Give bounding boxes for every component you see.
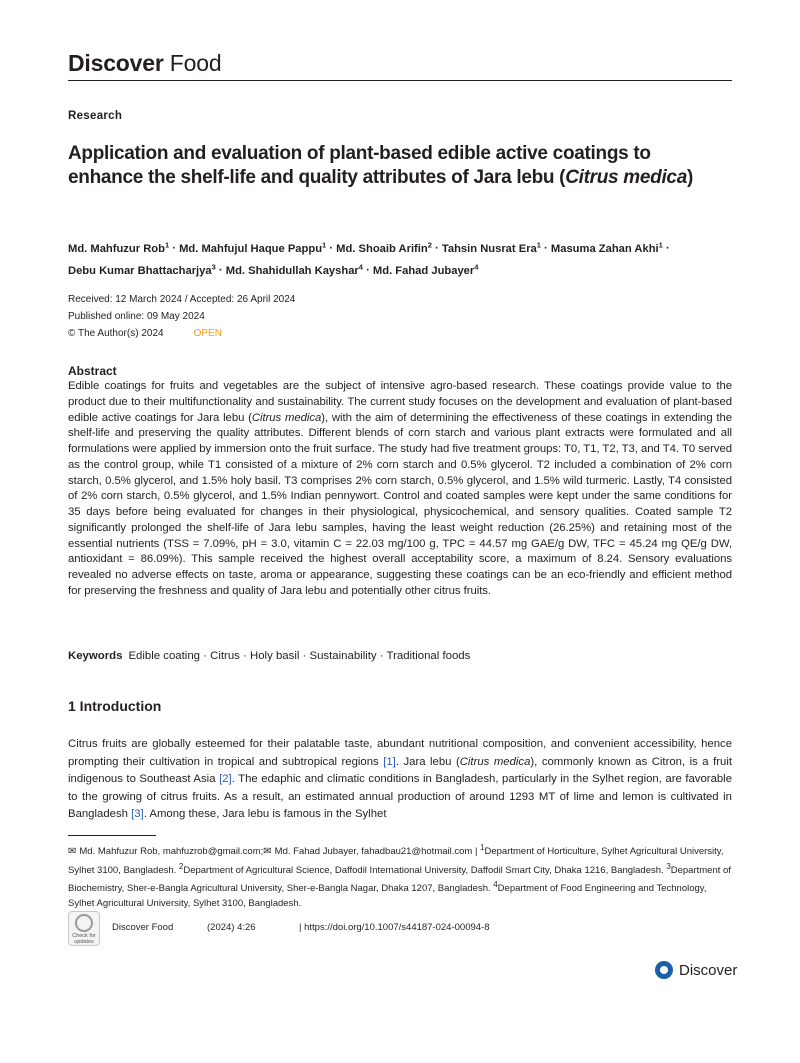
footer-journal: Discover Food xyxy=(112,922,174,933)
keywords-label: Keywords xyxy=(68,650,123,662)
citation-link[interactable]: [2] xyxy=(219,773,232,785)
author[interactable]: Md. Mahfujul Haque Pappu$^1$ xyxy=(179,240,327,255)
citation-link[interactable]: [3] xyxy=(131,808,144,820)
author[interactable]: Debu Kumar Bhattacharjya$^3$ xyxy=(68,262,216,277)
author-list: Md. Mahfuzur Rob$^1$ · Md. Mahfujul Haque Pappu$^1$ · Md. Shoaib Arifin$^2$ · Tahsin Nusrat Era$^1$ · Masuma Zahan Akhi$^1$ · Debu Kumar Bhattacharjya$^3$ · Md. Shahidullah Kayshar$^4$ · Md. Fahad Jubayer$^4$ xyxy=(68,240,670,277)
publisher-logo: Discover xyxy=(655,961,737,979)
author[interactable]: Masuma Zahan Akhi$^1$ xyxy=(550,240,663,255)
published-online: Published online: 09 May 2024 xyxy=(68,311,205,322)
header-rule xyxy=(68,80,732,81)
journal-title: Discover Food xyxy=(68,50,222,76)
abstract-body: Edible coatings for fruits and vegetables are the subject of intensive agro-based research. These coatings provide value to the product due to their multifunctionality and sustainability. The current study focuses on the development and evaluation of plant-based edible active coatings for Jara lebu (Citrus medica), with the aim of determining the effectiveness of these coatings in extending the shelf-life and preserving the quality attributes. Different blends of corn starch and various plant extracts were formulated and all formulations were applied by immersion onto the fruit surface. The study had five treatment groups: T0, T1, T2, T3, and T4. T0 served as the control group, while T1 consisted of a mixture of 2% corn starch and 0.5% glycerol. T2 included a combination of 2% corn starch, 0.5% glycerol, and 1.5% holy basil. T3 comprises 2% corn starch, 0.5% glycerol, and 1.5% wild turmeric. Lastly, T4 consisted of 2% corn starch, 0.5% glycerol, and 1.5% Indian pennywort. Control and coated samples were kept under the same conditions for 35 days before being evaluated for changes in their physiological, physicochemical, and sensory qualities. Coated sample T2 significantly prolonged the shelf-life of Jara lebu samples, having the least weight reduction (26.25%) and retaining most of the essential nutrients (TSS = 7.09%, pH = 3.0, vitamin C = 22.03 mg/100 g, TPC = 44.57 mg GAE/g DW, TFC = 45.24 mg QE/g DW, antioxidant = 86.09%). This sample received the highest overall acceptability score, a maximum of 8.24. Sensory evaluations revealed no adverse effects on taste, aroma or appearance, suggesting these coatings can be an eco-friendly and efficient method for preserving the freshness and quality of Jara lebu and potentially other citrus fruits. xyxy=(68,380,732,597)
publication-dates xyxy=(68,291,295,342)
keywords-list: Edible coating · Citrus · Holy basil · Sustainability · Traditional foods xyxy=(128,650,471,662)
received-accepted: Received: 12 March 2024 / Accepted: 26 April 2024 xyxy=(68,294,296,305)
author[interactable]: Md. Shoaib Arifin$^2$ xyxy=(336,240,432,255)
open-access-badge: OPEN xyxy=(193,328,222,339)
envelope-icon: ✉ xyxy=(68,846,77,858)
citation-link[interactable]: [1] xyxy=(383,755,396,768)
keywords xyxy=(68,650,470,662)
article-title: Application and evaluation of plant-based edible active coatings to enhance the shelf-life and quality attributes of Jara lebu (Citrus medica) xyxy=(68,143,694,188)
article-type-label: Research xyxy=(68,110,123,122)
copyright: © The Author(s) 2024 xyxy=(68,328,164,339)
footer-volume: (2024) 4:26 xyxy=(207,922,256,933)
footer-doi-link[interactable]: | https://doi.org/10.1007/s44187-024-00094-8 xyxy=(299,922,490,933)
section-heading-introduction: 1 Introduction xyxy=(68,698,162,714)
envelope-icon: ✉ xyxy=(263,846,272,858)
introduction-body: Citrus fruits are globally esteemed for their palatable taste, abundant nutritional composition, and convenient accessibility, hence prompting their cultivation in tropical and subtropical regions [1]. Jara lebu (Citrus medica), commonly known as Citron, is a fruit indigenous to Southeast Asia [2]. The edaphic and climatic conditions in Bangladesh, particularly in the Sylhet region, are favorable to the growing of citrus fruits. As a result, an estimated annual production of around 1293 MT of lime and lemon is cultivated in Bangladesh [3]. Among these, Jara lebu is famous in the Sylhet xyxy=(68,738,733,820)
author[interactable]: Md. Mahfuzur Rob$^1$ xyxy=(68,240,170,255)
abstract-heading: Abstract xyxy=(68,364,117,378)
author[interactable]: Md. Fahad Jubayer$^4$ xyxy=(372,262,479,277)
author[interactable]: Md. Shahidullah Kayshar$^4$ xyxy=(225,262,363,277)
check-for-updates-badge[interactable]: Check for updates xyxy=(68,911,100,946)
discover-logo-icon xyxy=(655,961,673,979)
affiliations-footnote: ✉ Md. Mahfuzur Rob, mahfuzrob@gmail.com;✉ Md. Fahad Jubayer, fahadbau21@hotmail.com | $^1$Department of Horticulture, Sylhet Agricultural University, Sylhet 3100, Bangladesh. $^2$Department of Agricultural Science, Daffodil International University, Daffodil Smart City, Dhaka 1216, Bangladesh. $^3$Department of Biochemistry, Sher-e-Bangla Agricultural University, Sher-e-Bangla Nagar, Dhaka 1207, Bangladesh. $^4$Department of Food Engineering and Technology, Sylhet Agricultural University, Sylhet 3100, Bangladesh. xyxy=(68,843,731,909)
author[interactable]: Tahsin Nusrat Era$^1$ xyxy=(441,240,541,255)
update-icon xyxy=(75,914,93,932)
footnote-rule xyxy=(68,835,156,836)
